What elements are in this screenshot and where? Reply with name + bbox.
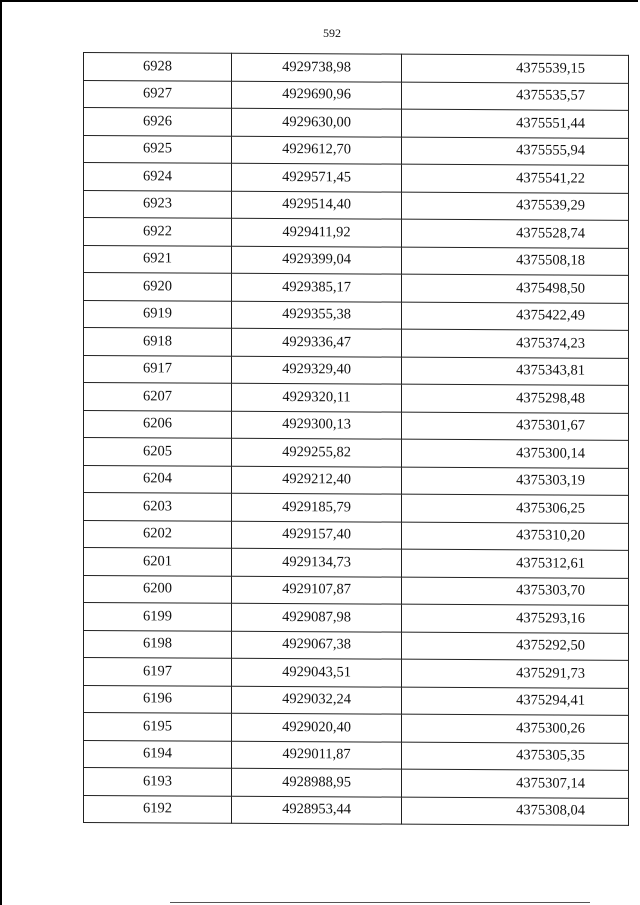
- x-coordinate-cell: 4928988,95: [232, 768, 402, 796]
- y-coordinate-cell: 4375535,57: [402, 82, 629, 111]
- table-row: [84, 630, 629, 660]
- x-coordinate-cell: 4929185,79: [232, 493, 402, 521]
- y-coordinate-cell: 4375301,67: [402, 412, 629, 441]
- point-number-cell: 6192: [84, 795, 232, 823]
- point-number-cell: 6194: [84, 740, 232, 768]
- x-coordinate-cell: 4929067,38: [232, 631, 402, 659]
- table-row: [84, 410, 629, 440]
- y-coordinate-cell: 4375308,04: [402, 797, 629, 826]
- table-row: [84, 520, 629, 550]
- x-coordinate-cell: 4929738,98: [232, 53, 402, 81]
- x-coordinate-cell: 4929032,24: [232, 686, 402, 714]
- y-coordinate-cell: 4375307,14: [402, 769, 629, 798]
- x-coordinate-cell: 4929020,40: [232, 713, 402, 741]
- scan-bottom-edge: [170, 902, 590, 903]
- x-coordinate-cell: 4929571,45: [232, 163, 402, 191]
- x-coordinate-cell: 4929630,00: [232, 108, 402, 136]
- coordinates-table-body: [84, 53, 629, 826]
- point-number-cell: 6202: [84, 520, 232, 548]
- point-number-cell: 6925: [84, 135, 232, 163]
- point-number-cell: 6205: [84, 438, 232, 466]
- x-coordinate-cell: 4929612,70: [232, 136, 402, 164]
- x-coordinate-cell: 4929255,82: [232, 438, 402, 466]
- table-row: [84, 548, 629, 578]
- point-number-cell: 6193: [84, 768, 232, 796]
- table-row: [84, 273, 629, 303]
- x-coordinate-cell: 4929134,73: [232, 548, 402, 576]
- y-coordinate-cell: 4375298,48: [402, 384, 629, 413]
- point-number-cell: 6198: [84, 630, 232, 658]
- x-coordinate-cell: 4929011,87: [232, 741, 402, 769]
- table-row: [84, 163, 629, 193]
- point-number-cell: 6195: [84, 713, 232, 741]
- scan-left-border: [0, 0, 2, 905]
- table-row: [84, 658, 629, 688]
- table-row: [84, 465, 629, 495]
- x-coordinate-cell: 4929300,13: [232, 411, 402, 439]
- y-coordinate-cell: 4375300,14: [402, 439, 629, 468]
- x-coordinate-cell: 4929329,40: [232, 356, 402, 384]
- point-number-cell: 6922: [84, 218, 232, 246]
- x-coordinate-cell: 4929355,38: [232, 301, 402, 329]
- table-row: [84, 795, 629, 825]
- table-row: [84, 383, 629, 413]
- x-coordinate-cell: 4929514,40: [232, 191, 402, 219]
- x-coordinate-cell: 4929043,51: [232, 658, 402, 686]
- y-coordinate-cell: 4375294,41: [402, 687, 629, 716]
- table-row: [84, 108, 629, 138]
- point-number-cell: 6921: [84, 245, 232, 273]
- page-number: 592: [323, 26, 341, 40]
- y-coordinate-cell: 4375551,44: [402, 109, 629, 138]
- table-row: [84, 575, 629, 605]
- x-coordinate-cell: 4929087,98: [232, 603, 402, 631]
- y-coordinate-cell: 4375343,81: [402, 357, 629, 386]
- point-number-cell: 6919: [84, 300, 232, 328]
- point-number-cell: 6924: [84, 163, 232, 191]
- y-coordinate-cell: 4375539,29: [402, 192, 629, 221]
- x-coordinate-cell: 4929336,47: [232, 328, 402, 356]
- y-coordinate-cell: 4375422,49: [402, 302, 629, 331]
- y-coordinate-cell: 4375374,23: [402, 329, 629, 358]
- point-number-cell: 6917: [84, 355, 232, 383]
- x-coordinate-cell: 4929107,87: [232, 576, 402, 604]
- x-coordinate-cell: 4929411,92: [232, 218, 402, 246]
- point-number-cell: 6923: [84, 190, 232, 218]
- table-row: [84, 713, 629, 743]
- coordinates-table: [83, 52, 629, 826]
- table-row: [84, 685, 629, 715]
- point-number-cell: 6199: [84, 603, 232, 631]
- table-row: [84, 328, 629, 358]
- x-coordinate-cell: 4929399,04: [232, 246, 402, 274]
- table-row: [84, 355, 629, 385]
- table-row: [84, 53, 629, 83]
- point-number-cell: 6206: [84, 410, 232, 438]
- y-coordinate-cell: 4375310,20: [402, 522, 629, 551]
- point-number-cell: 6201: [84, 548, 232, 576]
- y-coordinate-cell: 4375303,70: [402, 577, 629, 606]
- table-row: [84, 740, 629, 770]
- y-coordinate-cell: 4375312,61: [402, 549, 629, 578]
- point-number-cell: 6926: [84, 108, 232, 136]
- table-row: [84, 300, 629, 330]
- y-coordinate-cell: 4375541,22: [402, 164, 629, 193]
- point-number-cell: 6196: [84, 685, 232, 713]
- x-coordinate-cell: 4929690,96: [232, 81, 402, 109]
- x-coordinate-cell: 4929157,40: [232, 521, 402, 549]
- table-row: [84, 190, 629, 220]
- point-number-cell: 6927: [84, 80, 232, 108]
- y-coordinate-cell: 4375303,19: [402, 467, 629, 496]
- point-number-cell: 6207: [84, 383, 232, 411]
- y-coordinate-cell: 4375292,50: [402, 632, 629, 661]
- y-coordinate-cell: 4375555,94: [402, 137, 629, 166]
- y-coordinate-cell: 4375498,50: [402, 274, 629, 303]
- y-coordinate-cell: 4375539,15: [402, 54, 629, 83]
- table-row: [84, 493, 629, 523]
- x-coordinate-cell: 4929320,11: [232, 383, 402, 411]
- point-number-cell: 6920: [84, 273, 232, 301]
- y-coordinate-cell: 4375300,26: [402, 714, 629, 743]
- point-number-cell: 6204: [84, 465, 232, 493]
- table-row: [84, 245, 629, 275]
- point-number-cell: 6928: [84, 53, 232, 81]
- point-number-cell: 6200: [84, 575, 232, 603]
- table-row: [84, 80, 629, 110]
- table-row: [84, 438, 629, 468]
- y-coordinate-cell: 4375305,35: [402, 742, 629, 771]
- x-coordinate-cell: 4929212,40: [232, 466, 402, 494]
- table-row: [84, 603, 629, 633]
- scan-top-border: [2, 0, 638, 2]
- y-coordinate-cell: 4375293,16: [402, 604, 629, 633]
- table-row: [84, 768, 629, 798]
- y-coordinate-cell: 4375508,18: [402, 247, 629, 276]
- y-coordinate-cell: 4375528,74: [402, 219, 629, 248]
- y-coordinate-cell: 4375306,25: [402, 494, 629, 523]
- x-coordinate-cell: 4929385,17: [232, 273, 402, 301]
- point-number-cell: 6197: [84, 658, 232, 686]
- table-row: [84, 135, 629, 165]
- x-coordinate-cell: 4928953,44: [232, 796, 402, 824]
- y-coordinate-cell: 4375291,73: [402, 659, 629, 688]
- table-row: [84, 218, 629, 248]
- point-number-cell: 6918: [84, 328, 232, 356]
- point-number-cell: 6203: [84, 493, 232, 521]
